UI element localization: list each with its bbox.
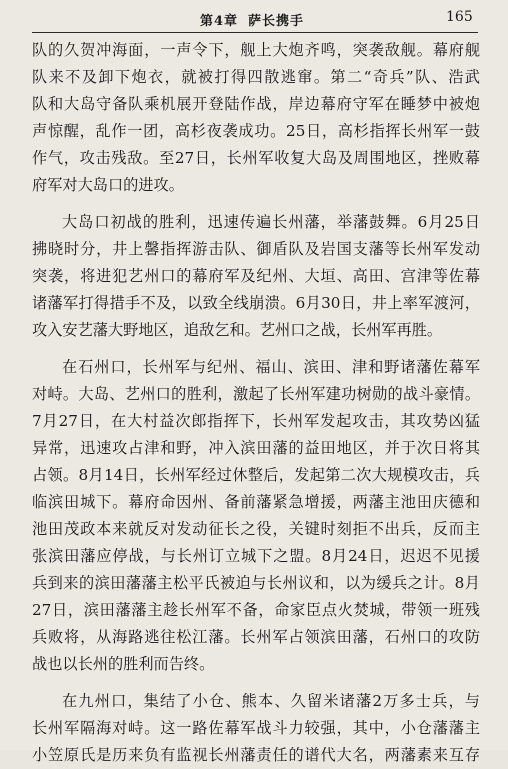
page-number: 165	[446, 9, 473, 25]
running-header	[0, 6, 508, 30]
text-line: 临滨田城下。幕府命因州、备前藩紧急增援，两藩主池田庆德和	[32, 493, 480, 511]
text-line: 兵到来的滨田藩藩主松平氏被迫与长州议和，以为缓兵之计。8月	[32, 574, 480, 592]
paragraph	[32, 354, 480, 678]
text-line: 对峙。大岛、艺州口的胜利，激起了长州军建功树勋的战斗豪情。	[32, 385, 480, 403]
chapter-heading	[200, 10, 304, 29]
text-line: 府军对大岛口的进攻。	[32, 176, 184, 194]
text-line: 队来不及卸下炮衣，就被打得四散逃窜。第二“奇兵”队、浩武	[32, 68, 480, 86]
text-line: 小笠原氏是历来负有监视长州藩责任的谱代大名，两藩素来互存	[32, 746, 480, 764]
text-line: 7月27日，在大村益次郎指挥下，长州军发起攻击，其攻势凶猛	[32, 412, 480, 430]
chapter-number: 第4章	[200, 14, 239, 29]
text-line: 27日，滨田藩藩主趁长州军不备，命家臣点火焚城，带领一班残	[32, 601, 480, 619]
text-line: 声惊醒，乱作一团，高杉夜袭成功。25日，高杉指挥长州军一鼓	[32, 122, 480, 140]
text-line: 张滨田藩应停战，与长州订立城下之盟。8月24日，迟迟不见援	[32, 547, 480, 565]
paragraph	[32, 209, 480, 344]
paragraph-gap	[32, 344, 480, 354]
text-line: 诸藩军打得措手不及，以致全线崩溃。6月30日，井上率军渡河，	[32, 294, 480, 312]
text-line: 占领。8月14日，长州军经过休整后，发起第二次大规模攻击，兵	[32, 466, 480, 484]
text-line: 攻入安艺藩大野地区，追敌乞和。艺州口之战，长州军再胜。	[32, 321, 443, 339]
text-line: 战也以长州的胜利而告终。	[32, 655, 215, 673]
text-line: 作气，攻击残敌。至27日，长州军收复大岛及周围地区，挫败幕	[32, 149, 480, 167]
chapter-title: 萨长携手	[248, 14, 305, 29]
text-line: 异常，迅速攻占津和野，冲入滨田藩的益田地区，并于次日将其	[32, 439, 480, 457]
text-line: 拂晓时分，井上馨指挥游击队、御盾队及岩国支藩等长州军发动	[32, 240, 480, 258]
text-line: 队的久贺冲海面，一声令下，舰上大炮齐鸣，突袭敌舰。幕府舰	[32, 41, 480, 59]
text-line: 长州军隔海对峙。这一路佐幕军战斗力较强，其中，小仓藩藩主	[32, 719, 480, 737]
text-line: 兵败将，从海路逃往松江藩。长州军占领滨田藩，石州口的攻防	[32, 628, 480, 646]
text-line: 池田茂政本来就反对发动征长之役，关键时刻拒不出兵，反而主	[32, 520, 480, 538]
paragraph-gap	[32, 678, 480, 688]
paragraph	[32, 688, 480, 769]
text-line: 在石州口，长州军与纪州、福山、滨田、津和野诸藩佐幕军	[62, 358, 480, 376]
paragraph	[32, 37, 480, 199]
text-line: 在九州口，集结了小仓、熊本、久留米诸藩2万多士兵，与	[62, 692, 480, 710]
body-text	[32, 37, 480, 769]
paragraph-gap	[32, 199, 480, 209]
header-rule	[32, 32, 478, 33]
text-line: 队和大岛守备队乘机展开登陆作战，岸边幕府守军在睡梦中被炮	[32, 95, 480, 113]
text-line: 突袭，将进犯艺州口的幕府军及纪州、大垣、高田、宫津等佐幕	[32, 267, 480, 285]
text-line: 大岛口初战的胜利，迅速传遍长州藩，举藩鼓舞。6月25日	[62, 213, 480, 231]
